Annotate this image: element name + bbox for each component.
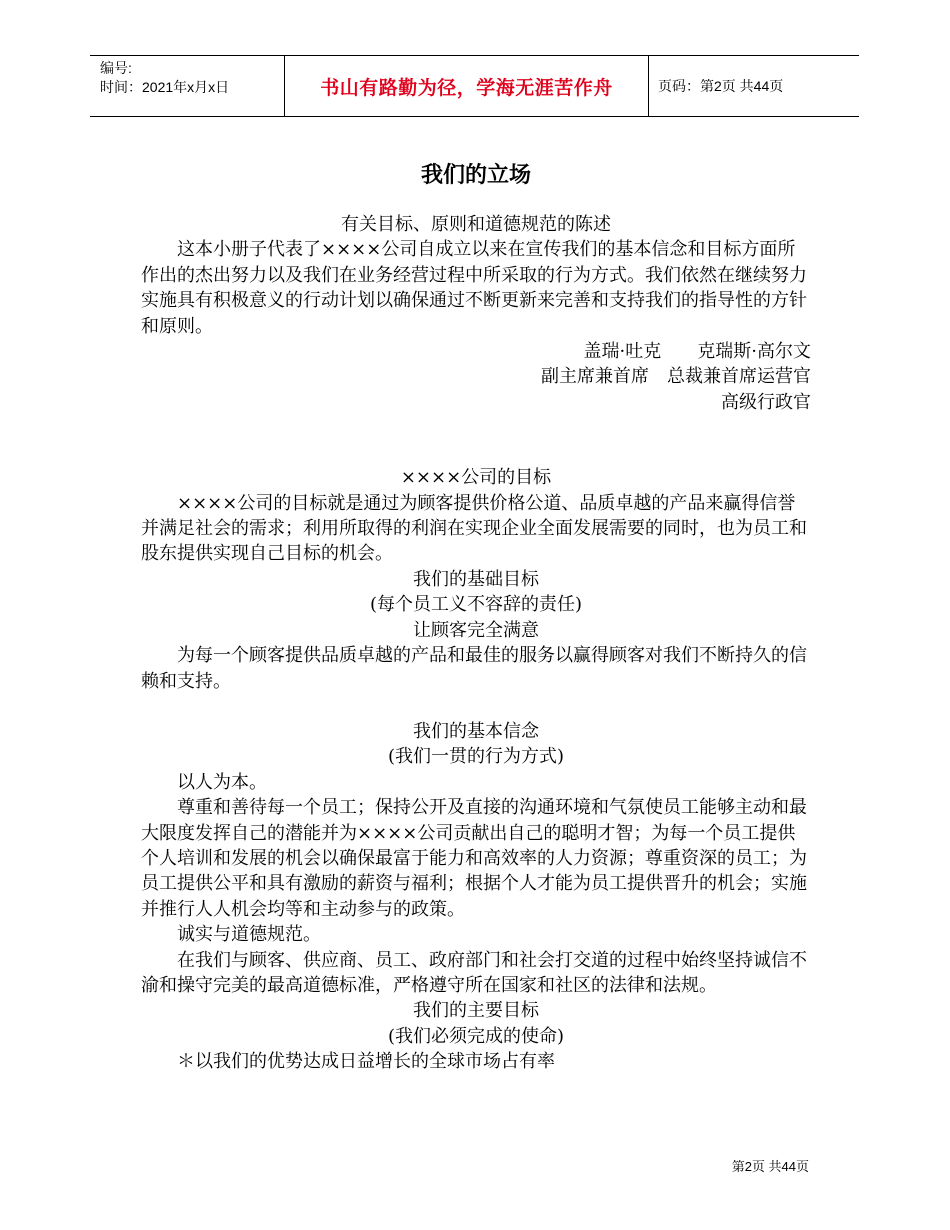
beliefs-item-2: 诚实与道德规范。	[177, 924, 321, 946]
document-number-label: 编号:	[100, 60, 132, 76]
beliefs-item-1: 以人为本。	[177, 771, 267, 793]
basic-goal-item-title: 让顾客完全满意	[413, 619, 539, 641]
page-title: 我们的立场	[420, 163, 531, 188]
page-footer: 第2页 共44页	[731, 1159, 809, 1174]
beliefs-heading: 我们的基本信念	[413, 720, 539, 742]
header-meta	[90, 56, 285, 116]
header-motto: 书山有路勤为径，学海无涯苦作舟	[285, 56, 649, 116]
signature-names: 盖瑞·吐克 克瑞斯·高尔文	[583, 341, 811, 363]
beliefs-subheading: (我们一贯的行为方式)	[387, 746, 565, 768]
beliefs-paragraph-2: 在我们与顾客、供应商、员工、政府部门和社会打交道的过程中始终坚持诚信不渝和操守完美的最高道德标准，严格遵守所在国家和社区的法律和法规。	[141, 949, 807, 996]
page-header	[90, 55, 859, 117]
signature-title-2: 高级行政官	[721, 391, 811, 413]
intro-heading: 有关目标、原则和道德规范的陈述	[341, 214, 611, 235]
document-date: 时间：2021年x月x日	[100, 79, 230, 95]
document-body	[141, 156, 811, 1075]
main-goals-item-1: ＊以我们的优势达成日益增长的全球市场占有率	[177, 1051, 555, 1073]
goal-heading: ××××公司的目标	[400, 467, 552, 489]
main-goals-heading: 我们的主要目标	[413, 1000, 539, 1022]
header-page-info: 页码：第2页 共44页	[658, 78, 784, 94]
intro-paragraph: 这本小册子代表了××××公司自成立以来在宣传我们的基本信念和目标方面所作出的杰出努力以及我们在业务经营过程中所采取的行为方式。我们依然在继续努力实施具有积极意义的行动计划以确保通过不断更新来完善和支持我们的指导性的方针和原则。	[141, 239, 807, 337]
basic-goal-heading: 我们的基础目标	[413, 568, 539, 590]
beliefs-paragraph-1: 尊重和善待每一个员工；保持公开及直接的沟通环境和气氛使员工能够主动和最大限度发挥自己的潜能并为××××公司贡献出自己的聪明才智；为每一个员工提供个人培训和发展的机会以确保最富于能力和高效率的人力资源；尊重资深的员工；为员工提供公平和具有激励的薪资与福利；根据个人才能为员工提供晋升的机会；实施并推行人人机会均等和主动参与的政策。	[141, 797, 807, 920]
basic-goal-paragraph: 为每一个顾客提供品质卓越的产品和最佳的服务以赢得顾客对我们不断持久的信赖和支持。	[141, 645, 807, 692]
goal-paragraph: ××××公司的目标就是通过为顾客提供价格公道、品质卓越的产品来赢得信誉并满足社会的需求；利用所取得的利润在实现企业全面发展需要的同时，也为员工和股东提供实现自己目标的机会。	[141, 492, 807, 565]
main-goals-subheading: (我们必须完成的使命)	[387, 1025, 565, 1047]
basic-goal-subheading: (每个员工义不容辞的责任)	[369, 594, 583, 616]
signature-titles: 副主席兼首席 总裁兼首席运营官	[541, 366, 811, 388]
